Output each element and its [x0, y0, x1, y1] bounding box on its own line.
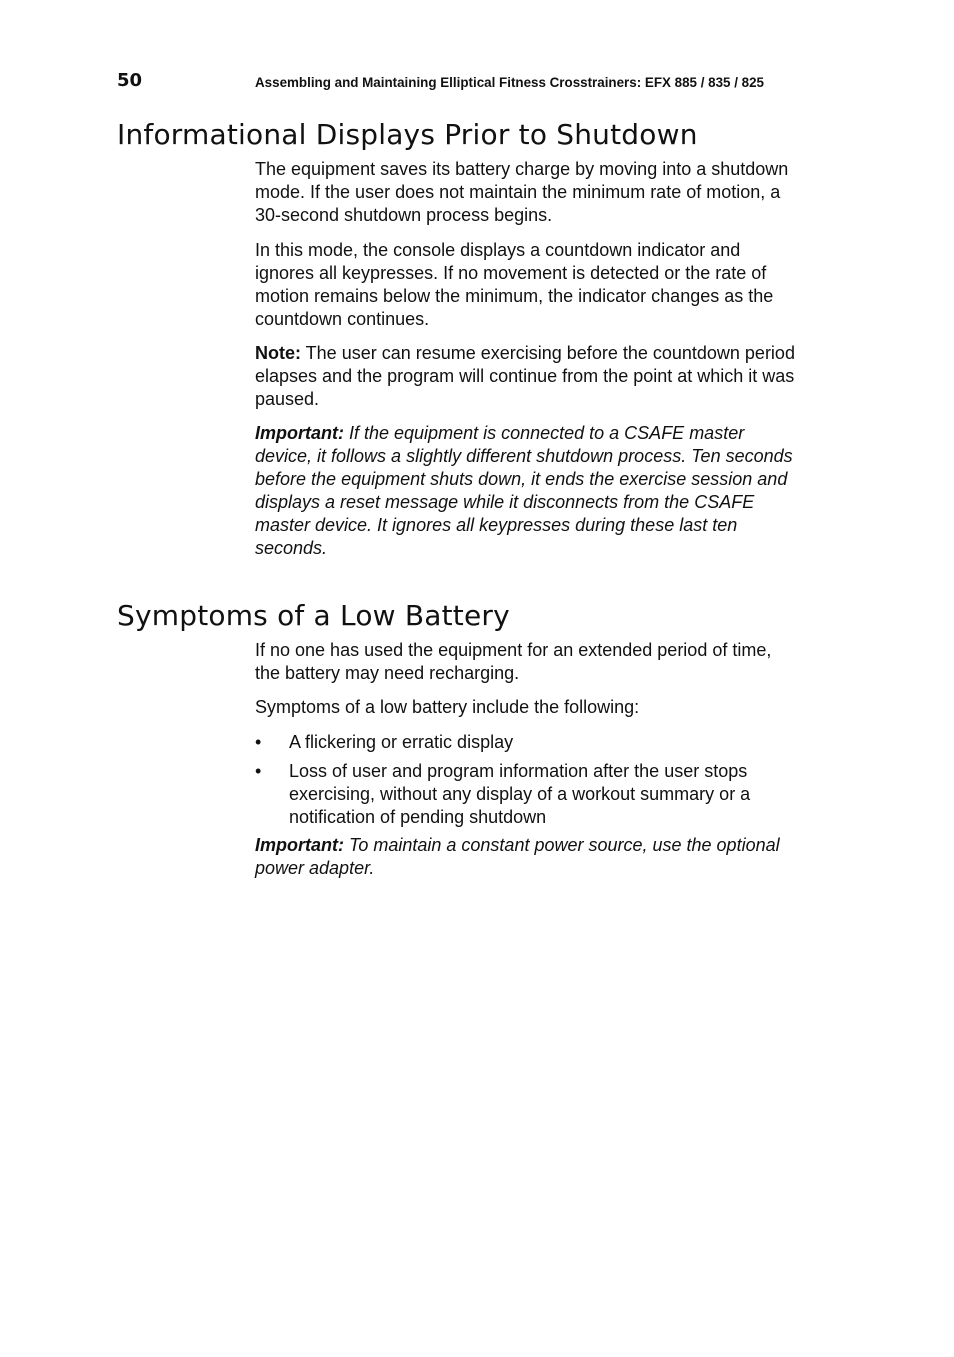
note-label: Note:: [255, 343, 301, 363]
bullet-icon: •: [255, 732, 262, 752]
important-label: Important:: [255, 835, 344, 855]
paragraph-recharging: If no one has used the equipment for an extended period of time, the battery may need recharging.: [255, 640, 772, 683]
list-item: [255, 731, 800, 754]
list-item-text: A flickering or erratic display: [289, 732, 514, 752]
important-paragraph-power: [255, 834, 800, 880]
section-title-low-battery: Symptoms of a Low Battery: [117, 599, 510, 632]
important-label: Important:: [255, 423, 344, 443]
list-item-text: Loss of user and program information after the user stops exercising, without any display of a workout summary or a notification of pending shutdown: [289, 761, 751, 827]
important-paragraph-csafe: [255, 422, 800, 560]
page-number: 50: [117, 70, 143, 91]
important-text: If the equipment is connected to a CSAFE master device, it follows a slightly different shutdown process. Ten seconds before the equipment shuts down, it ends the exercise session and displays a reset message while it disconnects from the CSAFE master device. It ignores all keypresses during these last ten seconds.: [255, 423, 793, 558]
bullet-icon: •: [255, 761, 262, 781]
note-paragraph: [255, 342, 800, 411]
symptoms-list: [255, 731, 800, 835]
important-text: To maintain a constant power source, use the optional power adapter.: [255, 835, 780, 878]
running-header: Assembling and Maintaining Elliptical Fitness Crosstrainers: EFX 885 / 835 / 825: [255, 75, 765, 90]
paragraph-shutdown-mode: The equipment saves its battery charge by moving into a shutdown mode. If the user does not maintain the minimum rate of motion, a 30-second shutdown process begins.: [255, 159, 789, 225]
note-text: The user can resume exercising before the countdown period elapses and the program will continue from the point at which it was paused.: [255, 343, 795, 409]
section-title-shutdown: Informational Displays Prior to Shutdown: [117, 118, 698, 151]
paragraph-symptoms-intro: Symptoms of a low battery include the following:: [255, 697, 640, 717]
list-item: [255, 760, 800, 829]
paragraph-countdown: In this mode, the console displays a countdown indicator and ignores all keypresses. If no movement is detected or the rate of motion remains below the minimum, the indicator changes as the countdown continues.: [255, 240, 774, 329]
